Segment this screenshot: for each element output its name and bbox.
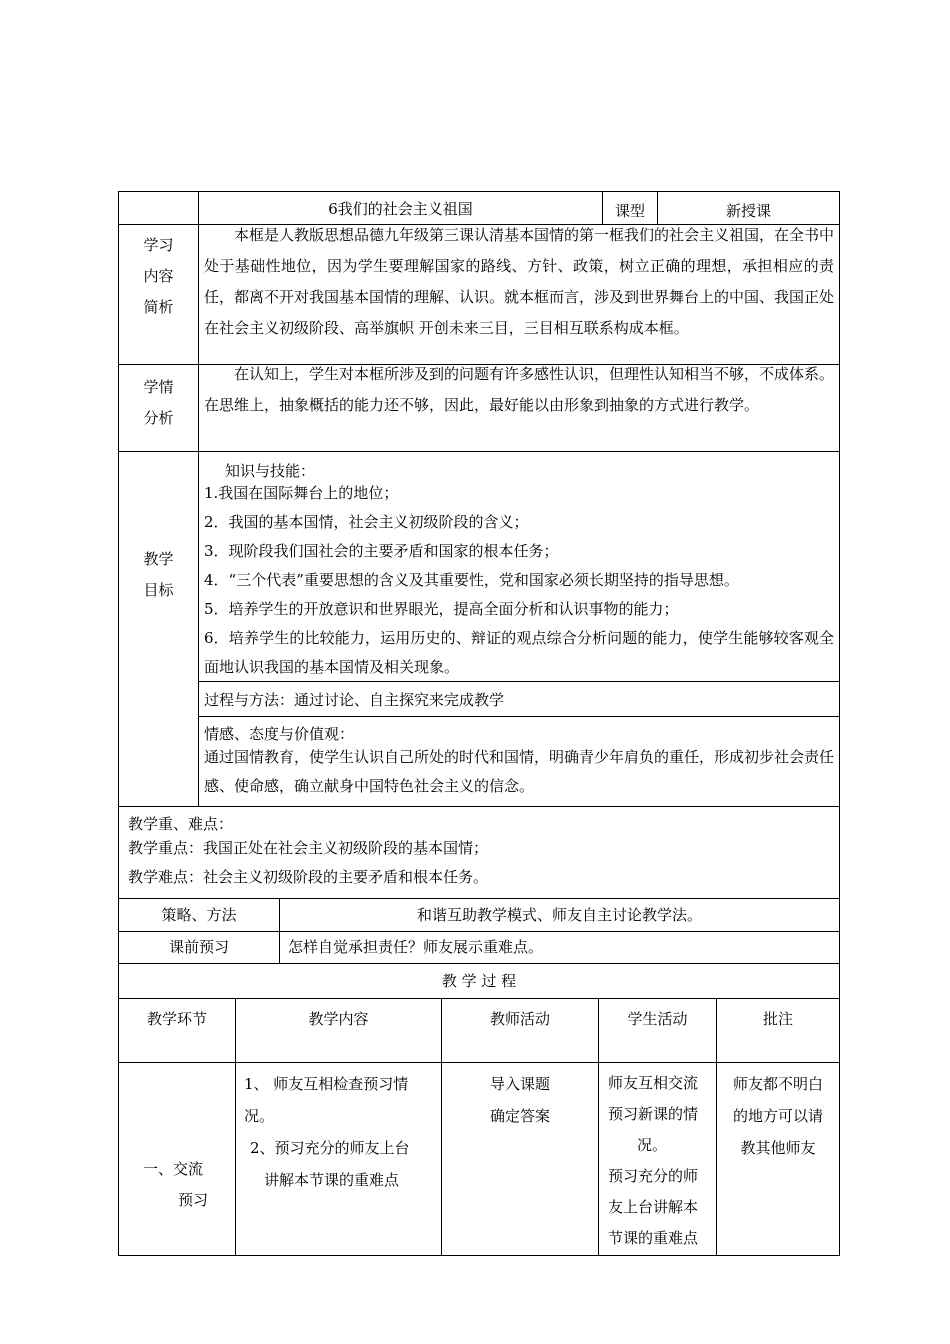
teacher-cell (442, 1068, 598, 1132)
teacher-line: 导入课题 (489, 1075, 550, 1093)
keypoints-difficult: 教学难点：社会主义初级阶段的主要矛盾和根本任务。 (128, 868, 489, 886)
goal-item: 6．培养学生的比较能力，运用历史的、辩证的观点综合分析问题的能力，使学生能够较客观全面地认识我国的基本国情及相关现象。 (204, 629, 834, 676)
goals-list (204, 479, 834, 682)
students-label (119, 372, 198, 434)
analysis-label-line: 简析 (143, 298, 174, 316)
student-line: 预习新课的情 (608, 1105, 699, 1123)
process-title: 教 学 过 程 (441, 972, 517, 990)
analysis-label (119, 230, 198, 323)
students-label-line: 分析 (143, 409, 174, 427)
strategy-label: 策略、方法 (161, 906, 237, 924)
student-line: 节课的重难点 (608, 1229, 699, 1247)
analysis-label-line: 学习 (143, 236, 174, 254)
content-line: 讲解本节课的重难点 (264, 1171, 400, 1189)
student-cell (599, 1068, 716, 1254)
teacher-line: 确定答案 (489, 1107, 550, 1125)
content-cell (236, 1068, 441, 1196)
content-line: 况。 (244, 1107, 275, 1125)
lesson-title: 6我们的社会主义祖国 (328, 200, 473, 218)
analysis-text: 本框是人教版思想品德九年级第三课认清基本国情的第一框我们的社会主义祖国，在全书中处于基础性地位，因为学生要理解国家的路线、方针、政策，树立正确的理想，承担相应的责任，都离不开对我国基本国情的理解、认识。就本框而言，涉及到世界舞台上的中国、我国正处在社会主义初级阶段、高举旗帜 开创未来三目，三目相互联系构成本框。 (204, 226, 835, 337)
col-header-stage: 教学环节 (146, 1010, 207, 1028)
student-line: 友上台讲解本 (608, 1198, 699, 1216)
student-line: 师友互相交流 (608, 1074, 699, 1092)
goals-label (119, 544, 198, 606)
lesson-type-label: 课型 (614, 202, 645, 220)
lesson-type-value: 新授课 (725, 202, 771, 220)
goal-item: 4．“三个代表”重要思想的含义及其重要性，党和国家必须长期坚持的指导思想。 (204, 571, 739, 589)
emotion-title: 情感、态度与价值观： (204, 725, 355, 743)
emotion-text: 通过国情教育，使学生认识自己所处的时代和国情，明确青少年肩负的重任，形成初步社会责任感、使命感，确立献身中国特色社会主义的信念。 (204, 748, 835, 795)
process-method: 过程与方法：通过讨论、自主探究来完成教学 (204, 691, 505, 709)
students-text: 在认知上，学生对本框所涉及到的问题有许多感性认识，但理性认知相当不够，不成体系。在思维上，抽象概括的能力还不够，因此，最好能以由形象到抽象的方式进行教学。 (204, 365, 835, 414)
note-line: 教其他师友 (740, 1139, 816, 1157)
preview-label: 课前预习 (168, 938, 229, 956)
students-label-line: 学情 (143, 378, 174, 396)
preview-value: 怎样自觉承担责任？师友展示重难点。 (288, 938, 544, 956)
goal-item: 2．我国的基本国情，社会主义初级阶段的含义； (204, 513, 529, 531)
goal-item: 1.我国在国际舞台上的地位； (204, 484, 399, 502)
strategy-value: 和谐互助教学模式、师友自主讨论教学法。 (416, 906, 702, 924)
keypoints-key: 教学重点：我国正处在社会主义初级阶段的基本国情； (128, 839, 489, 857)
content-line: 2、预习充分的师友上台 (250, 1139, 410, 1157)
stage-cell (119, 1154, 235, 1216)
goal-item: 3．现阶段我们国社会的主要矛盾和国家的根本任务； (204, 542, 559, 560)
note-line: 的地方可以请 (732, 1107, 823, 1125)
goals-label-line: 目标 (143, 581, 174, 599)
goals-label-line: 教学 (143, 550, 174, 568)
goal-item: 5．培养学生的开放意识和世界眼光，提高全面分析和认识事物的能力； (204, 600, 679, 618)
content-line: 1、 师友互相检查预习情 (244, 1075, 409, 1093)
student-line: 况。 (637, 1136, 668, 1154)
col-header-teacher: 教师活动 (489, 1010, 550, 1028)
stage-line: 预习 (178, 1191, 209, 1209)
note-cell (717, 1068, 839, 1164)
note-line: 师友都不明白 (732, 1075, 823, 1093)
col-header-content: 教学内容 (308, 1010, 369, 1028)
knowledge-title: 知识与技能： (225, 462, 316, 480)
analysis-label-line: 内容 (143, 267, 174, 285)
student-line: 预习充分的师 (608, 1167, 699, 1185)
col-header-student: 学生活动 (627, 1010, 688, 1028)
keypoints-title: 教学重、难点： (128, 815, 234, 833)
stage-line: 一、交流 (143, 1160, 204, 1178)
col-header-note: 批注 (762, 1010, 793, 1028)
